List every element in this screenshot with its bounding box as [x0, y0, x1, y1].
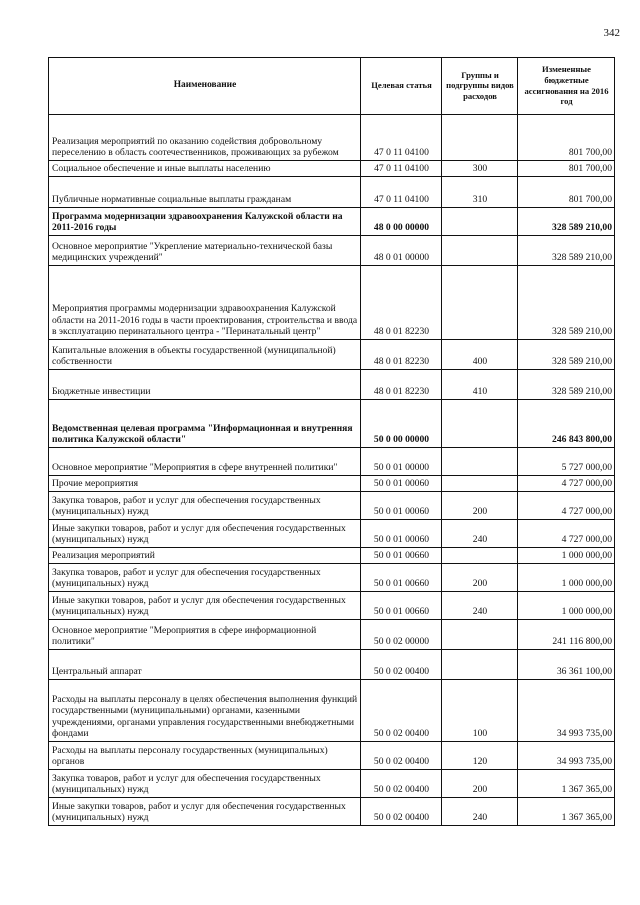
row-amount: 801 700,00 [518, 115, 615, 161]
table-row [49, 400, 615, 448]
table-row [49, 548, 615, 564]
row-name: Ведомственная целевая программа "Информационная и внутренняя политика Калужской области" [49, 400, 361, 448]
row-name: Закупка товаров, работ и услуг для обеспечения государственных (муниципальных) нужд [49, 564, 361, 592]
header-target: Целевая статья [361, 58, 442, 115]
row-amount: 4 727 000,00 [518, 476, 615, 492]
table-row [49, 236, 615, 266]
row-group: 200 [442, 770, 518, 798]
row-group [442, 448, 518, 476]
row-group: 410 [442, 370, 518, 400]
row-amount: 34 993 735,00 [518, 742, 615, 770]
row-name: Публичные нормативные социальные выплаты гражданам [49, 177, 361, 208]
row-target-code: 47 0 11 04100 [361, 115, 442, 161]
table-body [49, 115, 615, 826]
row-target-code: 50 0 01 00000 [361, 448, 442, 476]
table-row [49, 177, 615, 208]
row-amount: 328 589 210,00 [518, 370, 615, 400]
row-amount: 801 700,00 [518, 161, 615, 177]
row-target-code: 50 0 02 00400 [361, 680, 442, 742]
row-group: 120 [442, 742, 518, 770]
row-group [442, 266, 518, 340]
row-name: Капитальные вложения в объекты государственной (муниципальной) собственности [49, 340, 361, 370]
row-group [442, 236, 518, 266]
row-target-code: 48 0 01 82230 [361, 340, 442, 370]
header-groups: Группы и подгруппы видов расходов [442, 58, 518, 115]
row-group: 100 [442, 680, 518, 742]
table-row [49, 115, 615, 161]
row-name: Закупка товаров, работ и услуг для обеспечения государственных (муниципальных) нужд [49, 492, 361, 520]
row-amount: 1 367 365,00 [518, 770, 615, 798]
row-target-code: 50 0 02 00400 [361, 650, 442, 680]
table-row [49, 742, 615, 770]
row-target-code: 50 0 01 00060 [361, 492, 442, 520]
row-amount: 1 000 000,00 [518, 548, 615, 564]
row-name: Реализация мероприятий по оказанию содействия добровольному переселению в область соотечественников, проживающих за рубежом [49, 115, 361, 161]
row-name: Иные закупки товаров, работ и услуг для обеспечения государственных (муниципальных) нужд [49, 592, 361, 620]
row-target-code: 50 0 01 00060 [361, 476, 442, 492]
table-row [49, 370, 615, 400]
row-group [442, 548, 518, 564]
row-target-code: 47 0 11 04100 [361, 177, 442, 208]
row-target-code: 48 0 01 82230 [361, 266, 442, 340]
table-row [49, 448, 615, 476]
row-group [442, 208, 518, 236]
row-amount: 36 361 100,00 [518, 650, 615, 680]
row-group: 240 [442, 798, 518, 826]
row-target-code: 48 0 01 82230 [361, 370, 442, 400]
row-amount: 246 843 800,00 [518, 400, 615, 448]
row-target-code: 47 0 11 04100 [361, 161, 442, 177]
table-row [49, 492, 615, 520]
table-row [49, 476, 615, 492]
table-row [49, 340, 615, 370]
row-amount: 4 727 000,00 [518, 492, 615, 520]
row-group [442, 620, 518, 650]
table-row [49, 620, 615, 650]
row-group [442, 476, 518, 492]
row-group: 200 [442, 492, 518, 520]
row-amount: 328 589 210,00 [518, 236, 615, 266]
row-target-code: 50 0 00 00000 [361, 400, 442, 448]
row-name: Иные закупки товаров, работ и услуг для обеспечения государственных (муниципальных) нужд [49, 798, 361, 826]
row-target-code: 48 0 00 00000 [361, 208, 442, 236]
table-row [49, 798, 615, 826]
table-row [49, 520, 615, 548]
row-name: Основное мероприятие "Мероприятия в сфере внутренней политики" [49, 448, 361, 476]
table-row [49, 208, 615, 236]
table-row [49, 592, 615, 620]
row-target-code: 48 0 01 00000 [361, 236, 442, 266]
table-row [49, 266, 615, 340]
row-target-code: 50 0 01 00660 [361, 592, 442, 620]
row-amount: 328 589 210,00 [518, 266, 615, 340]
row-amount: 5 727 000,00 [518, 448, 615, 476]
row-target-code: 50 0 02 00400 [361, 770, 442, 798]
row-name: Бюджетные инвестиции [49, 370, 361, 400]
row-name: Закупка товаров, работ и услуг для обеспечения государственных (муниципальных) нужд [49, 770, 361, 798]
row-name: Иные закупки товаров, работ и услуг для обеспечения государственных (муниципальных) нужд [49, 520, 361, 548]
row-name: Расходы на выплаты персоналу в целях обеспечения выполнения функций государственными (муниципальными) органами, казенными учреждениями, органами управления государственными внебюджетными фондами [49, 680, 361, 742]
row-name: Расходы на выплаты персоналу государственных (муниципальных) органов [49, 742, 361, 770]
table-row [49, 770, 615, 798]
row-name: Прочие мероприятия [49, 476, 361, 492]
row-name: Программа модернизации здравоохранения Калужской области на 2011-2016 годы [49, 208, 361, 236]
row-name: Основное мероприятие "Укрепление материально-технической базы медицинских учреждений" [49, 236, 361, 266]
row-target-code: 50 0 02 00400 [361, 798, 442, 826]
row-name: Основное мероприятие "Мероприятия в сфере информационной политики" [49, 620, 361, 650]
row-name: Центральный аппарат [49, 650, 361, 680]
row-target-code: 50 0 02 00400 [361, 742, 442, 770]
row-name: Мероприятия программы модернизации здравоохранения Калужской области на 2011-2016 годы в части проектирования, строительства и ввода в эксплуатацию перинатального центра - "Перинатальный центр" [49, 266, 361, 340]
table-row [49, 564, 615, 592]
table-row [49, 161, 615, 177]
page-number: 342 [603, 27, 620, 39]
table-row [49, 680, 615, 742]
row-group [442, 400, 518, 448]
row-amount: 1 367 365,00 [518, 798, 615, 826]
row-target-code: 50 0 01 00660 [361, 564, 442, 592]
row-target-code: 50 0 01 00660 [361, 548, 442, 564]
table-header-row [49, 58, 615, 115]
table-row [49, 650, 615, 680]
row-amount: 328 589 210,00 [518, 208, 615, 236]
row-group [442, 650, 518, 680]
row-target-code: 50 0 01 00060 [361, 520, 442, 548]
row-group: 240 [442, 520, 518, 548]
header-name: Наименование [49, 58, 361, 115]
row-amount: 1 000 000,00 [518, 592, 615, 620]
row-amount: 1 000 000,00 [518, 564, 615, 592]
row-amount: 34 993 735,00 [518, 680, 615, 742]
row-group: 240 [442, 592, 518, 620]
row-group: 200 [442, 564, 518, 592]
row-name: Социальное обеспечение и иные выплаты населению [49, 161, 361, 177]
budget-table [48, 57, 615, 826]
row-amount: 241 116 800,00 [518, 620, 615, 650]
row-amount: 328 589 210,00 [518, 340, 615, 370]
row-amount: 801 700,00 [518, 177, 615, 208]
row-group [442, 115, 518, 161]
header-amount: Измененные бюджетные ассигнования на 2016 год [518, 58, 615, 115]
row-group: 400 [442, 340, 518, 370]
row-group: 310 [442, 177, 518, 208]
row-name: Реализация мероприятий [49, 548, 361, 564]
row-group: 300 [442, 161, 518, 177]
row-amount: 4 727 000,00 [518, 520, 615, 548]
row-target-code: 50 0 02 00000 [361, 620, 442, 650]
